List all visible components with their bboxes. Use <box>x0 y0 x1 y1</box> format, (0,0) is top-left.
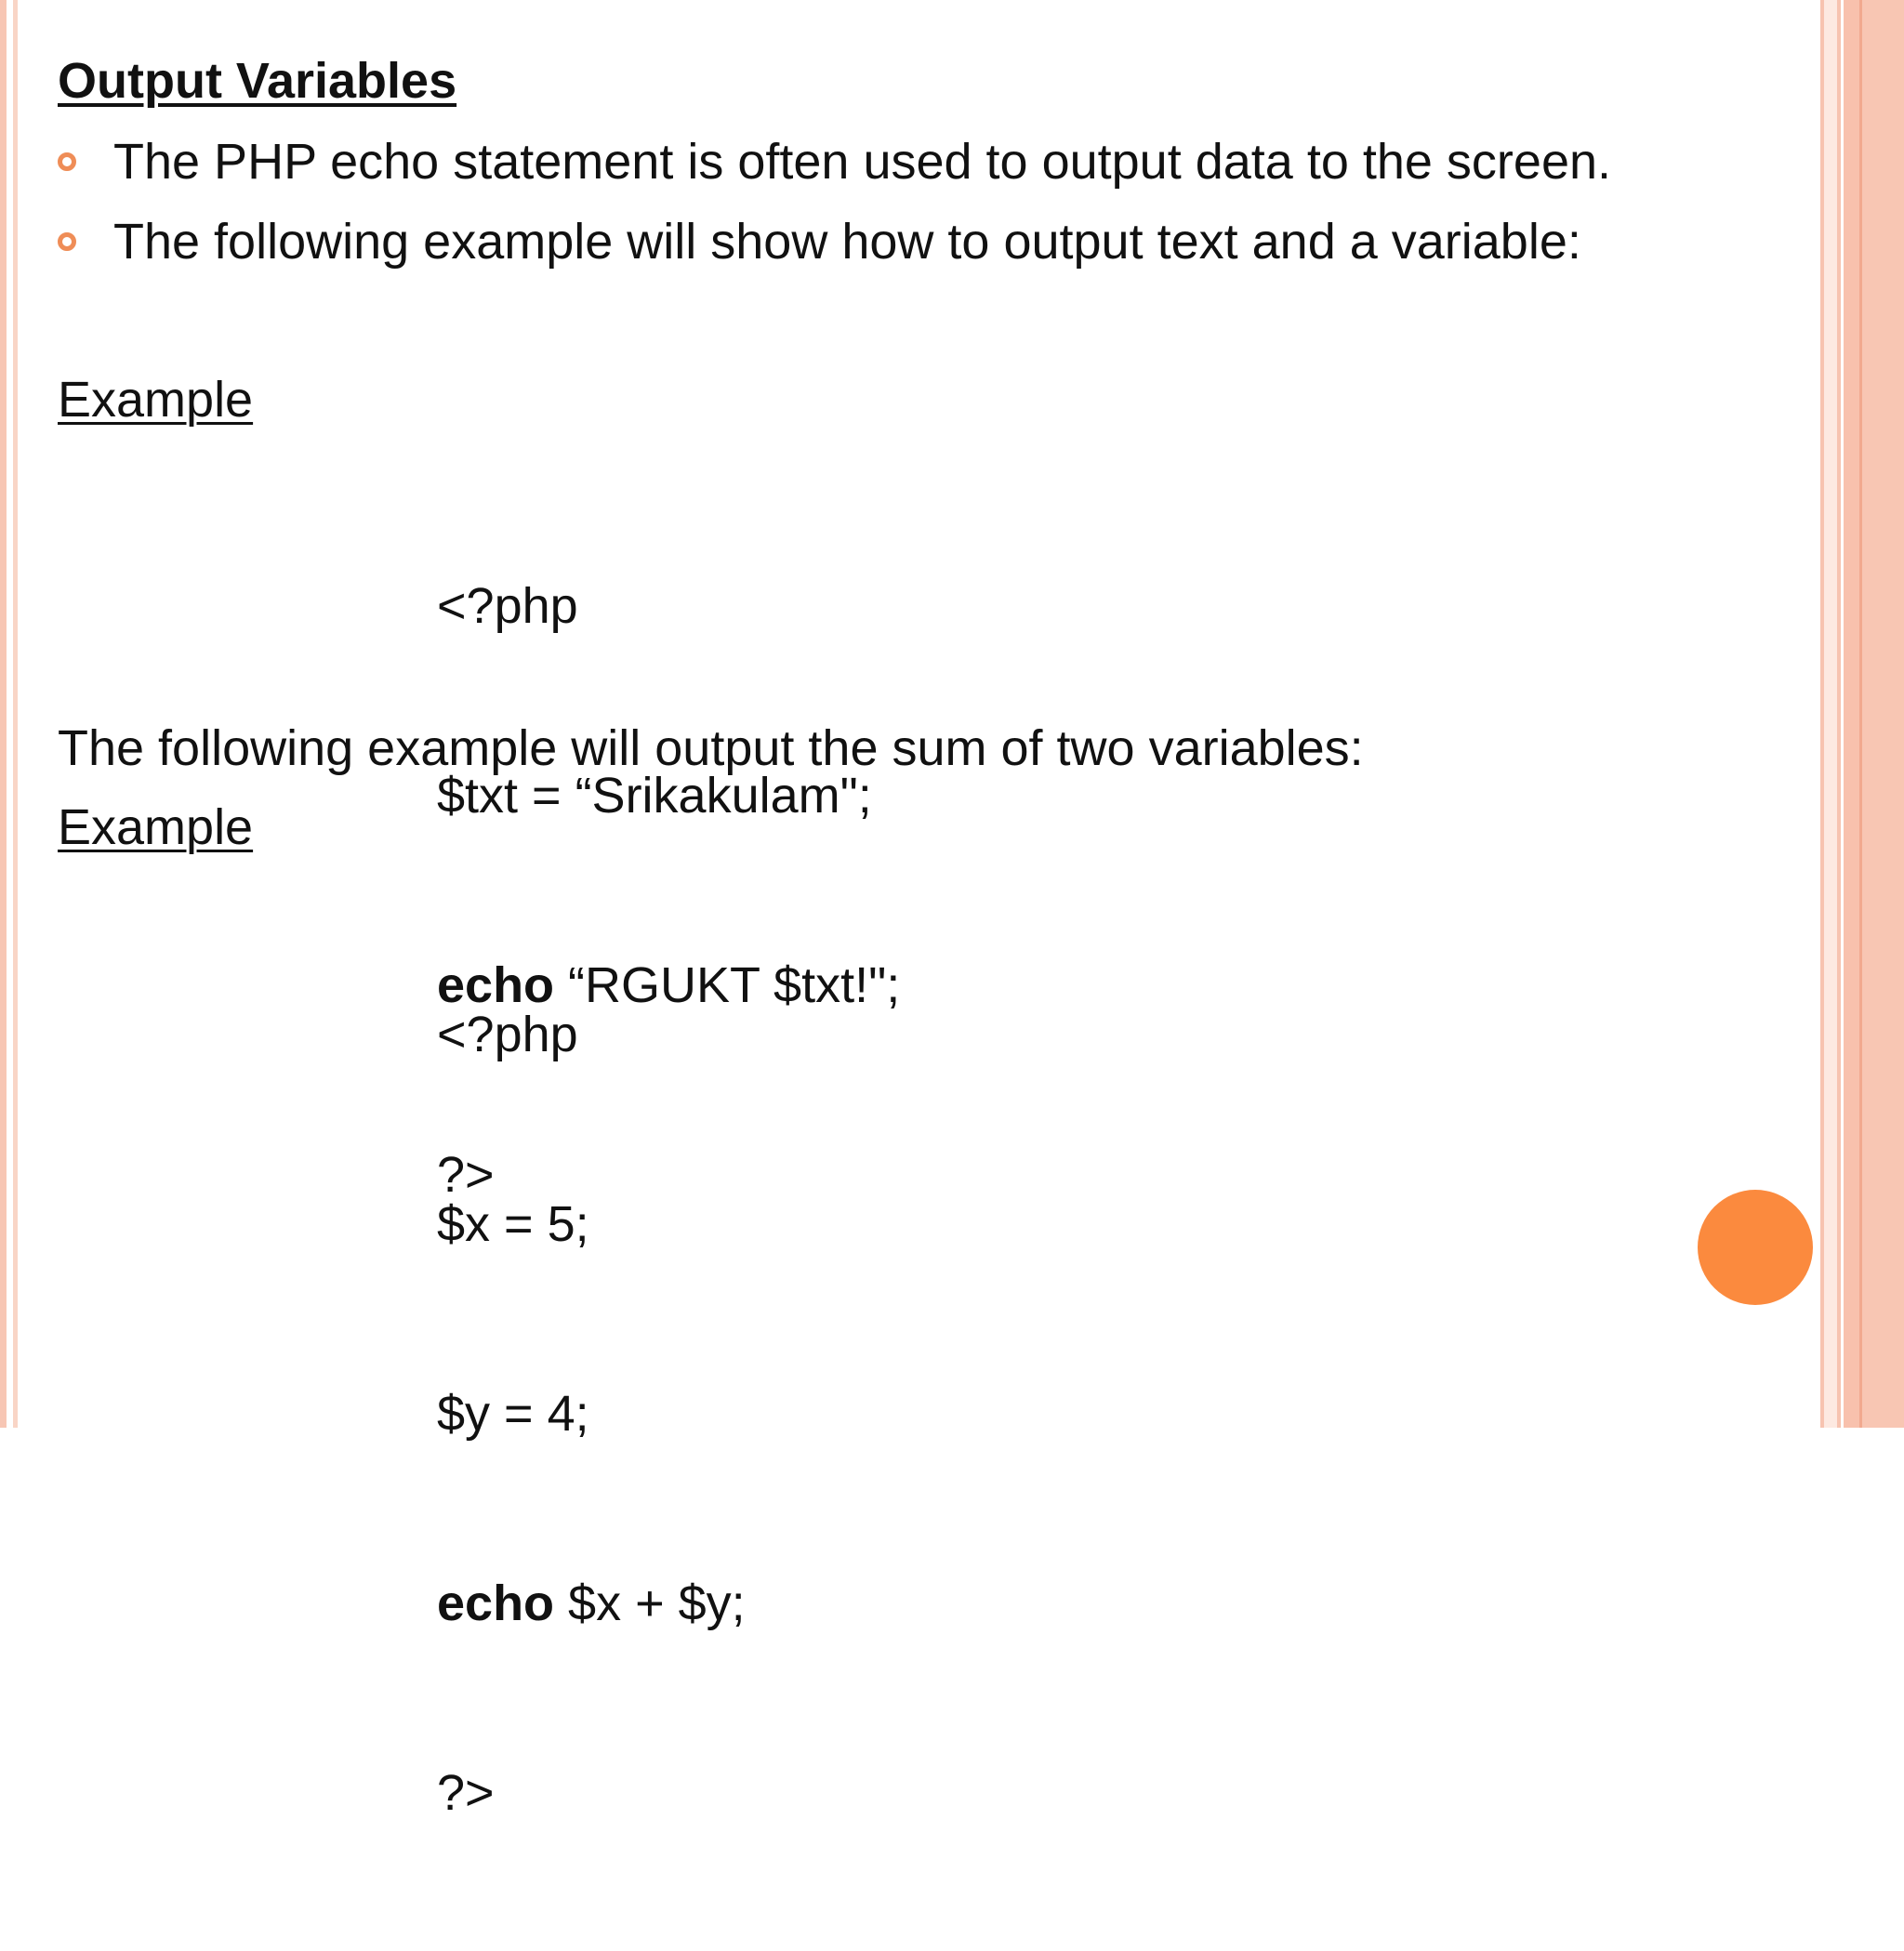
hollow-circle-bullet-icon <box>58 152 76 171</box>
slide-title: Output Variables <box>58 53 457 109</box>
code-line: <?php <box>437 578 578 634</box>
code-line: $x = 5; <box>437 1196 589 1252</box>
code-line: $txt = “Srikakulam"; <box>437 768 872 824</box>
code-keyword: echo <box>437 957 555 1013</box>
example-heading: Example <box>58 799 254 855</box>
example-heading: Example <box>58 372 254 428</box>
code-text: $x + $y; <box>554 1575 746 1631</box>
bullet-item <box>58 129 1611 194</box>
code-block-example-2 <box>437 877 746 1951</box>
hollow-circle-bullet-icon <box>58 232 76 251</box>
left-frame-inner-stripe <box>13 0 18 1428</box>
right-frame-stripe <box>1844 0 1859 1428</box>
left-frame-stripe <box>0 0 7 1428</box>
code-keyword: echo <box>437 1575 555 1631</box>
bullet-text: The PHP echo statement is often used to output data to the screen. <box>113 134 1612 190</box>
code-line: $y = 4; <box>437 1386 589 1442</box>
code-line: ?> <box>437 1765 495 1821</box>
code-line <box>437 1572 746 1635</box>
code-line: ?> <box>437 1147 495 1203</box>
right-frame-edge <box>1862 0 1904 1428</box>
right-frame-band <box>1824 0 1837 1428</box>
code-text: “RGUKT $txt!"; <box>554 957 901 1013</box>
orange-circle-icon <box>1698 1190 1813 1305</box>
bullet-text: The following example will show how to output text and a variable: <box>113 214 1581 270</box>
bullet-item <box>58 209 1581 274</box>
paragraph: The following example will output the sum of two variables: <box>58 720 1364 776</box>
code-line: <?php <box>437 1007 578 1062</box>
